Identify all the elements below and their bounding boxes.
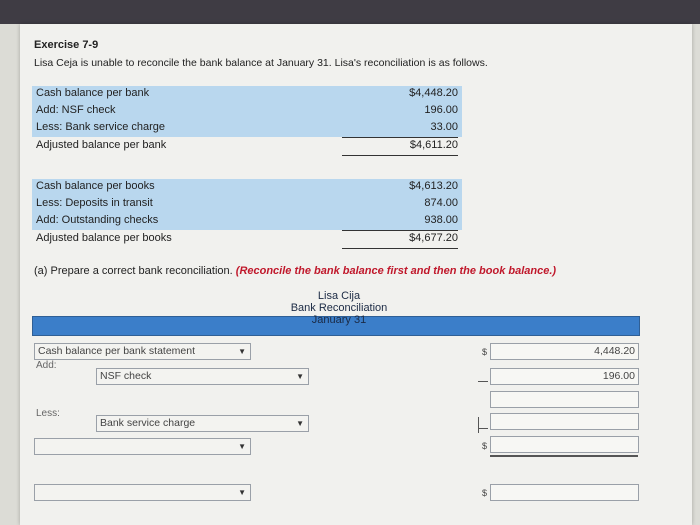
book-row [32,213,462,230]
statement-date: January 31 [311,314,367,326]
row-amount: 874.00 [424,197,458,209]
chevron-down-icon: ▼ [296,372,304,381]
book-row [32,179,462,196]
row-amount: $4,611.20 [409,139,458,151]
part-a-prefix: (a) Prepare a correct bank reconciliation. [34,265,233,277]
row-label: Less: Deposits in transit [36,197,153,209]
company-name: Lisa Cija [317,290,361,302]
row-label: Cash balance per books [36,180,155,192]
row-amount: 938.00 [424,214,458,226]
total-rule [342,155,458,156]
row1-amount-input[interactable] [490,343,639,360]
exercise-title: Exercise 7-9 [34,39,99,51]
book-reconciliation-given [32,179,462,249]
dollar-sign: $ [482,488,488,498]
dollar-sign: $ [482,441,488,451]
bank-row [32,86,462,103]
chevron-down-icon: ▼ [296,419,304,428]
row-amount: 33.00 [430,121,458,133]
add-label: Add: [36,360,57,371]
exercise-description: Lisa Ceja is unable to reconcile the bank balance at January 31. Lisa's reconciliation is as follows. [34,57,488,69]
bank-row [32,103,462,120]
chevron-down-icon: ▼ [238,347,246,356]
row5-amount-input[interactable] [490,436,639,453]
select-value: Bank service charge [100,417,196,429]
row-amount: $4,677.20 [409,232,458,244]
book-row [32,231,462,248]
row-label: Adjusted balance per books [36,232,172,244]
row-label: Add: NSF check [36,104,116,116]
row1-account-select[interactable] [34,343,251,360]
exercise-page [20,24,692,525]
book-row [32,196,462,213]
row5-account-select[interactable] [34,438,251,455]
row4-amount-input[interactable] [490,413,639,430]
part-a-note: (Reconcile the bank balance first and then the book balance.) [235,265,557,277]
column-tick [478,417,479,433]
column-tick [478,428,488,429]
select-value: Cash balance per bank statement [38,345,196,357]
form-header [220,290,458,326]
row-amount: $4,613.20 [409,180,458,192]
chevron-down-icon: ▼ [238,488,246,497]
statement-title: Bank Reconciliation [290,302,388,314]
total-double-rule [490,455,638,457]
row-label: Cash balance per bank [36,87,150,99]
input-value: 4,448.20 [594,345,635,357]
bank-reconciliation-given [32,86,462,156]
row-label: Less: Bank service charge [36,121,166,133]
input-value: 196.00 [602,370,635,382]
bank-row [32,120,462,137]
browser-top-bar [0,0,700,24]
part-a-instruction [34,265,556,277]
row6-amount-input[interactable] [490,484,639,501]
row3-amount-input[interactable] [490,391,639,408]
chevron-down-icon: ▼ [238,442,246,451]
row2-amount-input[interactable] [490,368,639,385]
row3-account-select[interactable] [96,415,309,432]
row-label: Add: Outstanding checks [36,214,159,226]
dollar-sign: $ [482,347,488,357]
total-rule [342,248,458,249]
bank-row [32,138,462,155]
row2-account-select[interactable] [96,368,309,385]
row-amount: $4,448.20 [409,87,458,99]
less-label: Less: [36,408,60,419]
column-tick [478,381,488,382]
row-amount: 196.00 [424,104,458,116]
select-value: NSF check [100,370,152,382]
row6-account-select[interactable] [34,484,251,501]
row-label: Adjusted balance per bank [36,139,167,151]
